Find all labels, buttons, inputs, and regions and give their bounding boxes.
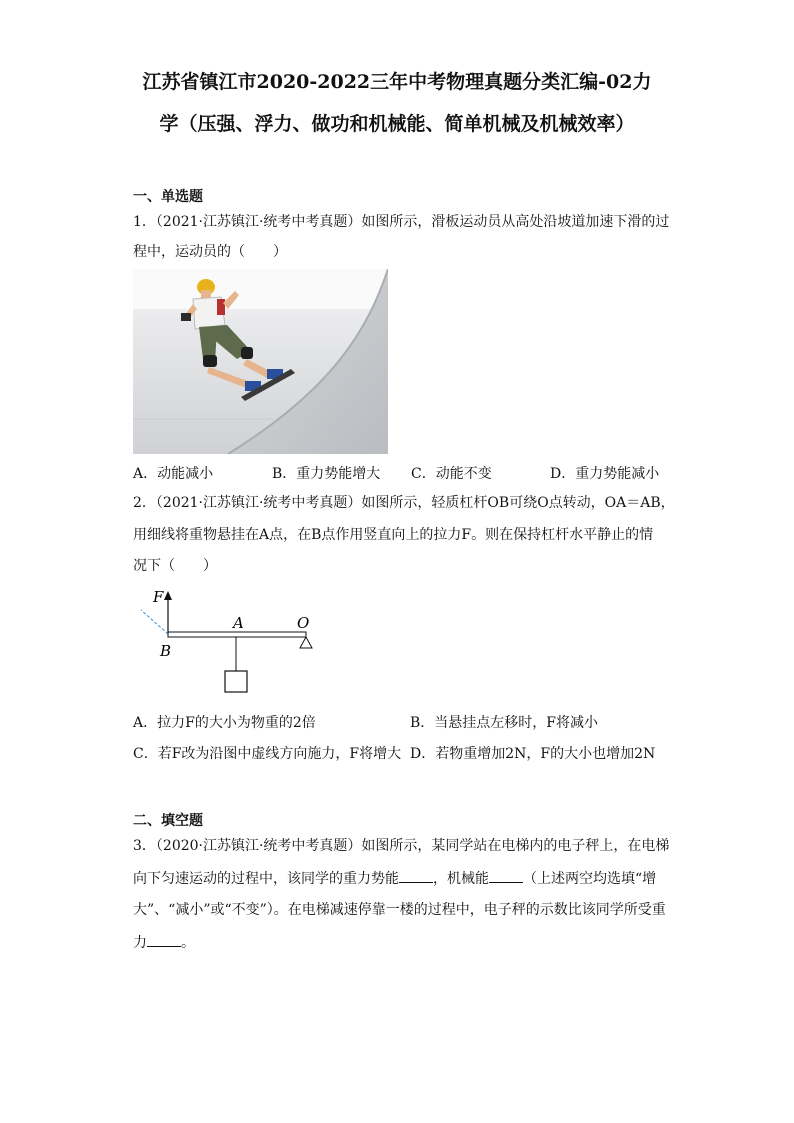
lever-diagram [133,588,323,698]
q1-option-b[interactable]: B．重力势能增大 [272,466,381,482]
q3-stem-line-4 [133,932,195,953]
q3-line4-part-b: 。 [181,935,195,951]
label-b: B [160,642,172,660]
q2-stem-line-1: 2．（2021·江苏镇江·统考中考真题）如图所示，轻质杠杆OB可绕O点转动，OA＝AB， [133,495,675,511]
q2-stem-line-3: 况下（ ） [133,558,217,574]
q3-blank-3[interactable] [147,932,181,947]
q3-blank-1[interactable] [399,868,433,883]
q1-stem-line-1: 1．（2021·江苏镇江·统考中考真题）如图所示，滑板运动员从高处沿坡道加速下滑的过 [133,214,670,230]
force-arrowhead [164,591,172,600]
document-title-line-1: 江苏省镇江市2020-2022三年中考物理真题分类汇编-02力 [142,71,652,93]
q3-blank-2[interactable] [489,868,523,883]
q1-stem-line-2: 程中，运动员的（ ） [133,244,287,260]
q3-line2-part-c: （上述两空均选填“增 [523,871,657,887]
q2-stem-line-2: 用细线将重物悬挂在A点，在B点作用竖直向上的拉力F。则在保持杠杆水平静止的情 [133,527,654,543]
q2-option-a[interactable]: A．拉力F的大小为物重的2倍 [133,715,316,731]
dashed-force-direction [141,610,168,634]
q3-stem-line-2 [133,868,656,889]
q3-stem-line-3: 大”、“减小”或“不变”）。在电梯减速停靠一楼的过程中，电子秤的示数比该同学所受重 [133,902,666,918]
hanging-weight [225,671,247,692]
document-title-line-2: 学（压强、浮力、做功和机械能、简单机械及机械效率） [159,113,635,135]
q2-option-b[interactable]: B．当悬挂点左移时，F将减小 [410,715,599,731]
label-a: A [233,614,244,632]
q3-line4-part-a: 力 [133,935,147,951]
section-heading-fill-blank: 二、填空题 [133,813,203,829]
q1-option-d[interactable]: D．重力势能减小 [550,466,660,482]
section-heading-single-choice: 一、单选题 [133,189,203,205]
q2-option-d[interactable]: D．若物重增加2N，F的大小也增加2N [410,746,656,762]
lever-bar [168,632,306,637]
q3-line2-part-b: ，机械能 [433,871,489,887]
q3-line2-part-a: 向下匀速运动的过程中，该同学的重力势能 [133,871,399,887]
q3-stem-line-1: 3．（2020·江苏镇江·统考中考真题）如图所示，某同学站在电梯内的电子秤上，在电梯 [133,838,670,854]
q2-option-c[interactable]: C．若F改为沿图中虚线方向施力，F将增大 [133,746,402,762]
skateboarder-photo [133,269,388,454]
q1-option-a[interactable]: A．动能减小 [133,466,214,482]
pivot-triangle [300,637,312,648]
label-o: O [297,614,310,632]
label-f: F [153,588,164,606]
skateboarder-illustration [133,269,388,454]
q1-option-c[interactable]: C．动能不变 [411,466,492,482]
